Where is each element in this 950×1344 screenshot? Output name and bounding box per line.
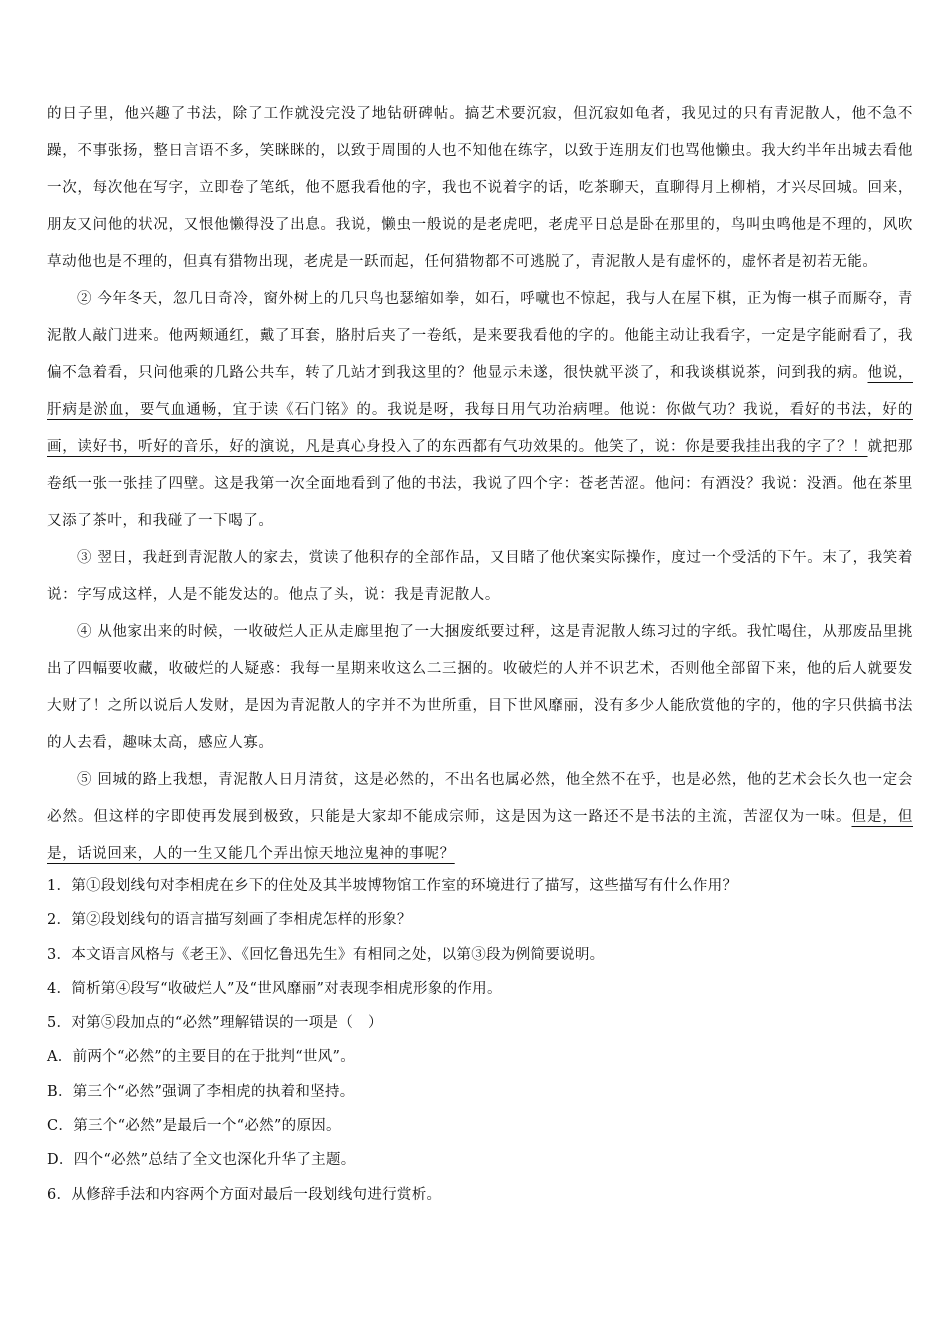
question-3: 3．本文语言风格与《老王》、《回忆鲁迅先生》有相同之处，以第③段为例简要说明。 [47, 946, 605, 963]
option-a: A．前两个“必然”的主要目的在于批判“世风”。 [47, 1049, 356, 1066]
paragraph-5-underlined-sentence: 但是，但是，话说回来，人的一生又能几个弄出惊天地泣鬼神的事呢？ [47, 809, 913, 862]
question-2: 2．第②段划线句的语言描写刻画了李相虎怎样的形象？ [47, 912, 412, 929]
paragraph-2-text: ② 今年冬天，忽几日奇冷，窗外树上的几只鸟也瑟缩如拳，如石，呼噈也不惊起，我与人在屋下棋，正为悔一棋子而厮夺，青泥散人敲门进来。他两颊通红，戴了耳套，胳肘后夹了一卷纸，是来要我看他的字的。他能主动让我看字，一定是字能耐看了，我偏不急着看，只问他乘的几路公共车，转了几站才到我这里的？他显示未遂，很快就平淡了，和我谈棋说茶，问到我的病。 [47, 291, 913, 381]
paragraph-3: ③ 翌日，我赶到青泥散人的家去，赏读了他积存的全部作品，又目睹了他伏案实际操作，度过一个受活的下午。末了，我笑着说：字写成这样，人是不能发达的。他点了头，说：我是青泥散人。 [47, 550, 913, 603]
paragraph-4: ④ 从他家出来的时候，一收破烂人正从走廊里抱了一大捆废纸要过秤，这是青泥散人练习过的字纸。我忙喝住，从那废品里挑出了四幅要收藏，收破烂的人疑惑：我每一星期来收这么二三捆的。收破烂的人并不识艺术，否则他全部留下来，他的后人就要发大财了！之所以说后人发财，是因为青泥散人的字并不为世所重，目下世风靡丽，没有多少人能欣赏他的字的，他的字只供搞书法的人去看，趣味太高，感应人寡。 [47, 624, 913, 751]
option-d: D．四个“必然”总结了全文也深化升华了主题。 [47, 1152, 356, 1169]
question-5: 5．对第⑤段加点的“必然”理解错误的一项是（ ） [47, 1015, 383, 1032]
option-b: B．第三个“必然”强调了李相虎的执着和坚持。 [47, 1083, 355, 1100]
paragraph-2-text-end: 就把那卷纸一张一张挂了四壁。这是我第一次全面地看到了他的书法，我说了四个字：苍老苦涩。他问：有酒没？我说：没酒。他在茶里又添了茶叶，和我碰了一下喝了。 [47, 439, 913, 529]
document-page [47, 96, 913, 1212]
paragraph-1-continuation: 的日子里，他兴趣了书法，除了工作就没完没了地钻研碑帖。搞艺术要沉寂，但沉寂如龟者，我见过的只有青泥散人，他不急不躁，不事张扬，整日言语不多，笑眯眯的，以致于周围的人也不知他在练字，以致于连朋友们也骂他懒虫。我大约半年出城去看他一次，每次他在写字，立即卷了笔纸，他不愿我看他的字，我也不说着字的话，吃茶聊天，直聊得月上柳梢，才兴尽回城。回来，朋友又问他的状况，又恨他懒得没了出息。我说，懒虫一般说的是老虎吧，老虎平日总是卧在那里的，鸟叫虫鸣他是不理的，风吹草动他也是不理的，但真有猎物出现，老虎是一跃而起，任何猎物都不可逃脱了，青泥散人是有虚怀的，虚怀者是初若无能。 [47, 106, 913, 270]
question-list [47, 869, 913, 1212]
option-c: C．第三个“必然”是最后一个“必然”的原因。 [47, 1118, 341, 1135]
reading-passage [47, 96, 913, 873]
question-6: 6．从修辞手法和内容两个方面对最后一段划线句进行赏析。 [47, 1186, 442, 1203]
question-1: 1．第①段划线句对李相虎在乡下的住处及其半坡博物馆工作室的环境进行了描写，这些描写有什么作用？ [47, 878, 738, 894]
paragraph-5 [47, 762, 913, 873]
paragraph-5-text: ⑤ 回城的路上我想，青泥散人日月清贫，这是必然的，不出名也属必然，他全然不在乎，也是必然，他的艺术会长久也一定会必然。但这样的字即使再发展到极致，只能是大家却不能成宗师，这是因为这一路还不是书法的主流，苦涩仅为一味。 [47, 772, 913, 825]
paragraph-2-underlined-sentence: 他说，肝病是淤血，要气血通畅，宜于读《石门铭》的。我说是呀，我每日用气功治病哩。他说：你做气功？我说，看好的书法，好的画，读好书，听好的音乐，好的演说，凡是真心身投入了的东西都有气功效果的。他笑了，说：你是要我挂出我的字了？！ [47, 365, 913, 455]
paragraph-2 [47, 281, 913, 540]
question-4: 4．简析第④段写“收破烂人”及“世风靡丽”对表现李相虎形象的作用。 [47, 980, 502, 997]
